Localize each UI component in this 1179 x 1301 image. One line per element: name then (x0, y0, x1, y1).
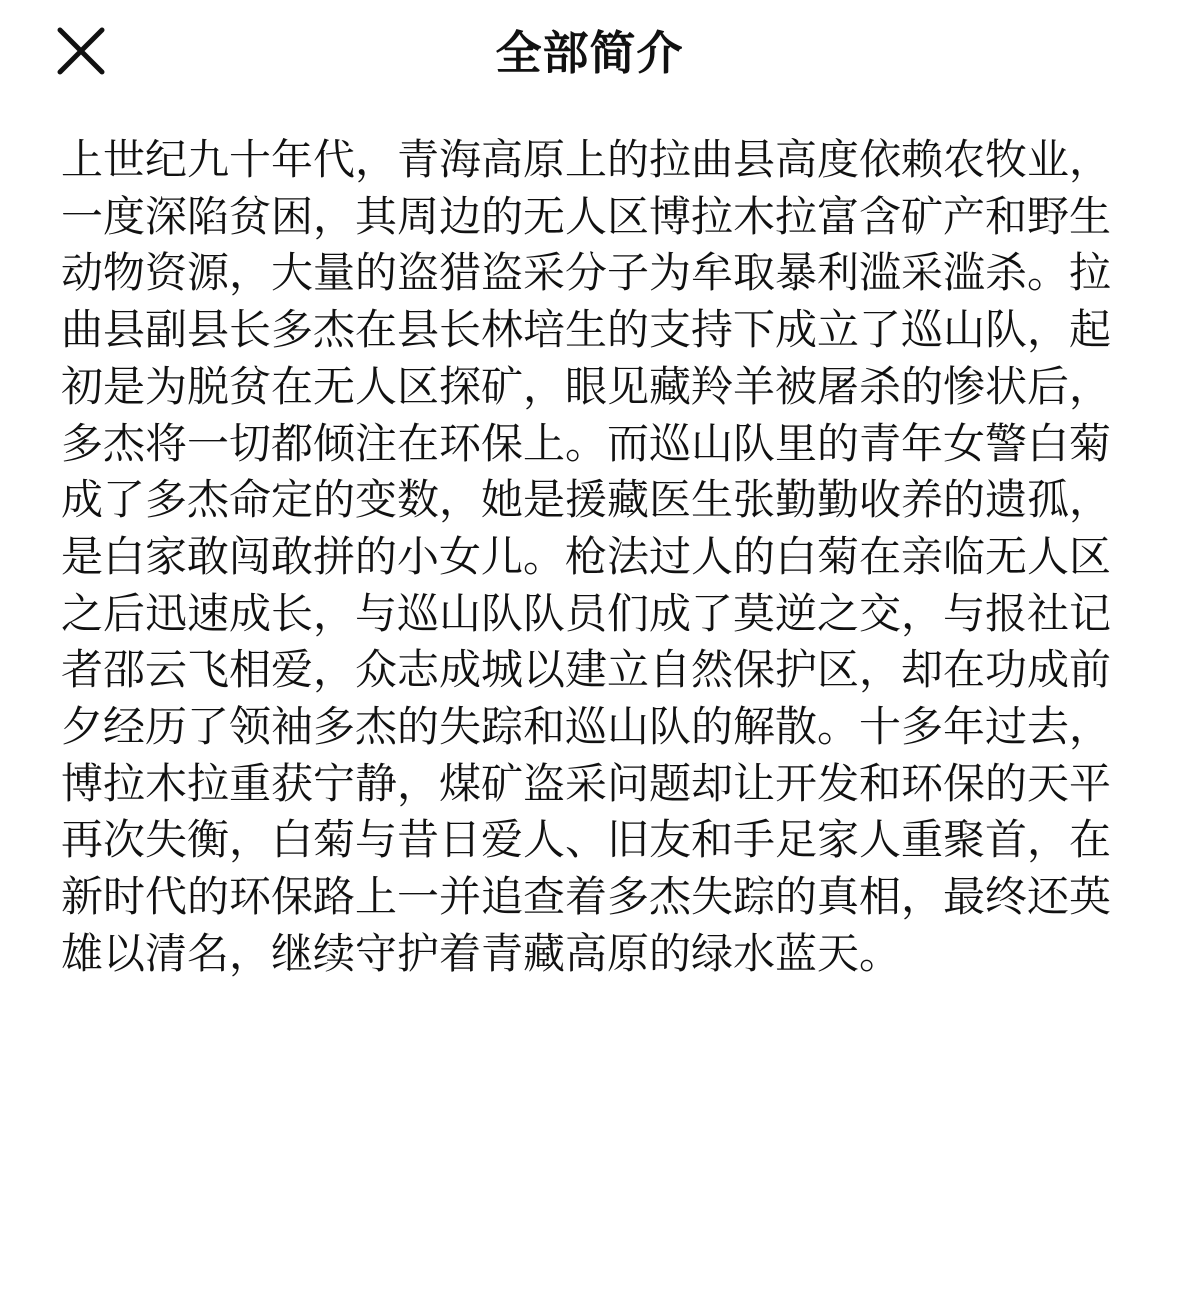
page-title: 全部简介 (495, 26, 684, 80)
header-bar (0, 0, 1179, 104)
synopsis-text: 上世纪九十年代，青海高原上的拉曲县高度依赖农牧业，一度深陷贫困，其周边的无人区博拉木拉富含矿产和野生动物资源，大量的盗猎盗采分子为牟取暴利滥采滥杀。拉曲县副县长多杰在县长林培生的支持下成立了巡山队，起初是为脱贫在无人区探矿，眼见藏羚羊被屠杀的惨状后，多杰将一切都倾注在环保上。而巡山队里的青年女警白菊成了多杰命定的变数，她是援藏医生张勤勤收养的遗孤，是白家敢闯敢拼的小女儿。枪法过人的白菊在亲临无人区之后迅速成长，与巡山队队员们成了莫逆之交，与报社记者邵云飞相爱，众志成城以建立自然保护区，却在功成前夕经历了领袖多杰的失踪和巡山队的解散。十多年过去，博拉木拉重获宁静，煤矿盗采问题却让开发和环保的天平再次失衡，白菊与昔日爱人、旧友和手足家人重聚首，在新时代的环保路上一并追查着多杰失踪的真相，最终还英雄以清名，继续守护着青藏高原的绿水蓝天。 (61, 135, 1112, 978)
